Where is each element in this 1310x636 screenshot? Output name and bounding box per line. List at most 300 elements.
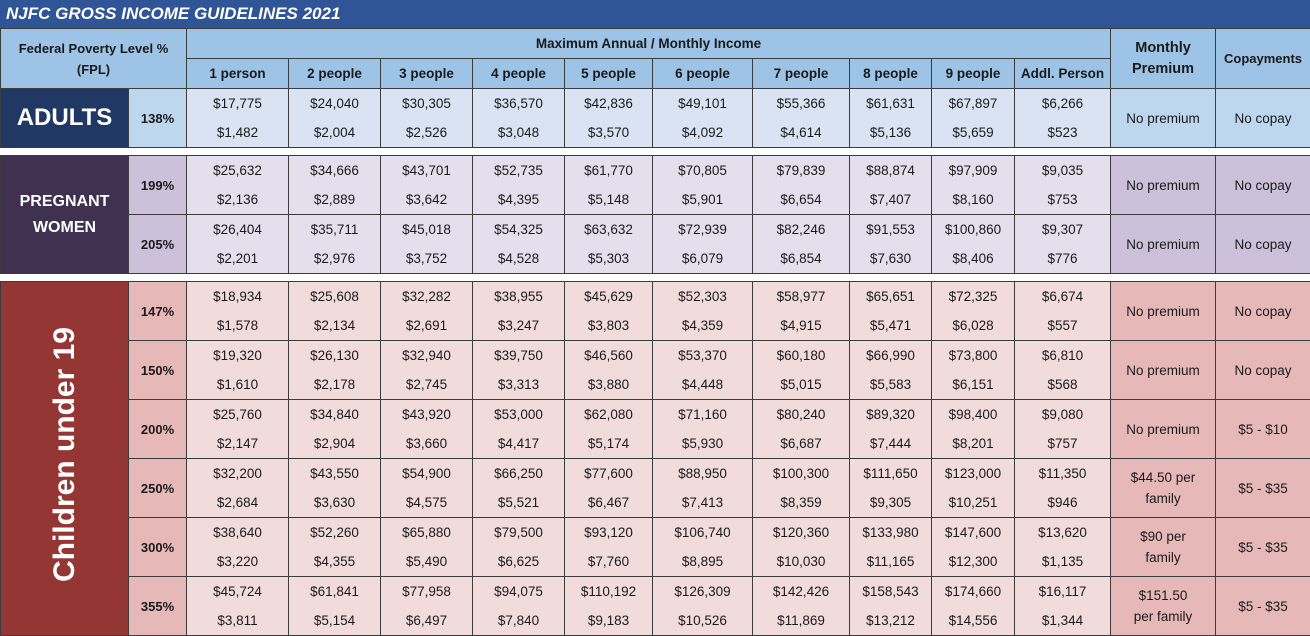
annual-income: $52,303 bbox=[653, 282, 752, 311]
monthly-income: $4,915 bbox=[753, 311, 849, 340]
income-cell bbox=[932, 341, 1015, 400]
annual-income: $72,939 bbox=[653, 215, 752, 244]
monthly-income: $9,183 bbox=[565, 606, 652, 635]
income-cell bbox=[850, 215, 932, 274]
income-cell bbox=[565, 156, 653, 215]
monthly-income: $4,528 bbox=[473, 244, 564, 273]
monthly-income: $946 bbox=[1015, 488, 1110, 517]
monthly-income: $3,630 bbox=[289, 488, 380, 517]
income-cell bbox=[932, 282, 1015, 341]
income-cell bbox=[653, 89, 753, 148]
income-cell bbox=[1015, 341, 1111, 400]
monthly-premium: No premium bbox=[1111, 341, 1216, 400]
annual-income: $123,000 bbox=[932, 459, 1014, 488]
annual-income: $39,750 bbox=[473, 341, 564, 370]
income-row bbox=[1, 341, 1310, 400]
monthly-income: $3,803 bbox=[565, 311, 652, 340]
income-cell bbox=[565, 400, 653, 459]
income-cell bbox=[753, 156, 850, 215]
income-row bbox=[1, 89, 1310, 148]
annual-income: $80,240 bbox=[753, 400, 849, 429]
monthly-income: $2,745 bbox=[381, 370, 472, 399]
income-cell bbox=[381, 282, 473, 341]
monthly-income: $3,642 bbox=[381, 185, 472, 214]
income-cell bbox=[381, 215, 473, 274]
income-cell bbox=[473, 341, 565, 400]
monthly-income: $14,556 bbox=[932, 606, 1014, 635]
annual-income: $73,800 bbox=[932, 341, 1014, 370]
income-cell bbox=[473, 156, 565, 215]
annual-income: $66,990 bbox=[850, 341, 931, 370]
annual-income: $72,325 bbox=[932, 282, 1014, 311]
income-cell bbox=[1015, 89, 1111, 148]
annual-income: $77,958 bbox=[381, 577, 472, 606]
annual-income: $36,570 bbox=[473, 89, 564, 118]
income-cell bbox=[753, 518, 850, 577]
fpl-header: Federal Poverty Level % (FPL) bbox=[1, 29, 187, 89]
monthly-income: $776 bbox=[1015, 244, 1110, 273]
monthly-income: $2,178 bbox=[289, 370, 380, 399]
group-label bbox=[1, 156, 129, 274]
annual-income: $16,117 bbox=[1015, 577, 1110, 606]
monthly-income: $3,570 bbox=[565, 118, 652, 147]
income-cell bbox=[753, 89, 850, 148]
monthly-premium: No premium bbox=[1111, 215, 1216, 274]
monthly-income: $11,869 bbox=[753, 606, 849, 635]
income-cell bbox=[289, 156, 381, 215]
monthly-premium-header: Monthly Premium bbox=[1111, 29, 1216, 89]
copayment: $5 - $35 bbox=[1216, 518, 1310, 577]
monthly-income: $4,395 bbox=[473, 185, 564, 214]
income-row bbox=[1, 518, 1310, 577]
household-size-header: 1 person bbox=[187, 59, 289, 89]
monthly-income: $8,160 bbox=[932, 185, 1014, 214]
group-label-text: PREGNANT WOMEN bbox=[15, 189, 115, 241]
household-size-header: 8 people bbox=[850, 59, 932, 89]
monthly-income: $2,904 bbox=[289, 429, 380, 458]
monthly-income: $2,136 bbox=[187, 185, 288, 214]
annual-income: $158,543 bbox=[850, 577, 931, 606]
income-cell bbox=[565, 341, 653, 400]
income-cell bbox=[850, 518, 932, 577]
monthly-income: $5,148 bbox=[565, 185, 652, 214]
income-cell bbox=[473, 215, 565, 274]
monthly-income: $8,895 bbox=[653, 547, 752, 576]
income-cell bbox=[1015, 400, 1111, 459]
monthly-premium: No premium bbox=[1111, 156, 1216, 215]
income-row bbox=[1, 577, 1310, 636]
monthly-income: $4,575 bbox=[381, 488, 472, 517]
income-cell bbox=[381, 89, 473, 148]
annual-income: $43,550 bbox=[289, 459, 380, 488]
annual-income: $25,632 bbox=[187, 156, 288, 185]
income-row bbox=[1, 282, 1310, 341]
fpl-percent: 200% bbox=[129, 400, 187, 459]
monthly-income: $4,417 bbox=[473, 429, 564, 458]
income-cell bbox=[653, 156, 753, 215]
page-title: NJFC GROSS INCOME GUIDELINES 2021 bbox=[0, 0, 1310, 28]
fpl-percent: 250% bbox=[129, 459, 187, 518]
monthly-income: $3,660 bbox=[381, 429, 472, 458]
group-label bbox=[1, 282, 129, 636]
income-cell bbox=[653, 215, 753, 274]
income-cell bbox=[473, 577, 565, 636]
income-cell bbox=[187, 89, 289, 148]
income-cell bbox=[289, 459, 381, 518]
monthly-income: $3,220 bbox=[187, 547, 288, 576]
income-cell bbox=[653, 577, 753, 636]
income-cell bbox=[473, 282, 565, 341]
monthly-income: $1,344 bbox=[1015, 606, 1110, 635]
copayment: No copay bbox=[1216, 282, 1310, 341]
monthly-income: $6,079 bbox=[653, 244, 752, 273]
monthly-income: $6,467 bbox=[565, 488, 652, 517]
income-cell bbox=[850, 577, 932, 636]
income-cell bbox=[381, 400, 473, 459]
monthly-income: $6,625 bbox=[473, 547, 564, 576]
monthly-income: $2,889 bbox=[289, 185, 380, 214]
monthly-income: $2,976 bbox=[289, 244, 380, 273]
fpl-percent: 150% bbox=[129, 341, 187, 400]
monthly-income: $4,614 bbox=[753, 118, 849, 147]
income-cell bbox=[381, 341, 473, 400]
monthly-income: $8,201 bbox=[932, 429, 1014, 458]
annual-income: $53,370 bbox=[653, 341, 752, 370]
annual-income: $45,629 bbox=[565, 282, 652, 311]
income-cell bbox=[187, 282, 289, 341]
copayment: No copay bbox=[1216, 341, 1310, 400]
annual-income: $55,366 bbox=[753, 89, 849, 118]
annual-income: $79,839 bbox=[753, 156, 849, 185]
annual-income: $70,805 bbox=[653, 156, 752, 185]
income-cell bbox=[1015, 156, 1111, 215]
annual-income: $60,180 bbox=[753, 341, 849, 370]
annual-income: $58,977 bbox=[753, 282, 849, 311]
annual-income: $9,035 bbox=[1015, 156, 1110, 185]
annual-income: $49,101 bbox=[653, 89, 752, 118]
annual-income: $79,500 bbox=[473, 518, 564, 547]
income-cell bbox=[187, 518, 289, 577]
monthly-income: $9,305 bbox=[850, 488, 931, 517]
annual-income: $46,560 bbox=[565, 341, 652, 370]
copayment: $5 - $35 bbox=[1216, 459, 1310, 518]
household-size-header: 7 people bbox=[753, 59, 850, 89]
income-cell bbox=[753, 400, 850, 459]
income-cell bbox=[289, 400, 381, 459]
income-cell bbox=[653, 400, 753, 459]
annual-income: $53,000 bbox=[473, 400, 564, 429]
income-cell bbox=[473, 459, 565, 518]
monthly-premium: No premium bbox=[1111, 89, 1216, 148]
annual-income: $120,360 bbox=[753, 518, 849, 547]
monthly-income: $6,654 bbox=[753, 185, 849, 214]
household-size-header: 3 people bbox=[381, 59, 473, 89]
annual-income: $35,711 bbox=[289, 215, 380, 244]
monthly-income: $10,030 bbox=[753, 547, 849, 576]
annual-income: $61,841 bbox=[289, 577, 380, 606]
monthly-income: $8,359 bbox=[753, 488, 849, 517]
income-guidelines-table bbox=[0, 28, 1310, 636]
income-cell bbox=[565, 215, 653, 274]
annual-income: $174,660 bbox=[932, 577, 1014, 606]
max-income-header: Maximum Annual / Monthly Income bbox=[187, 29, 1111, 59]
monthly-income: $3,048 bbox=[473, 118, 564, 147]
monthly-income: $1,482 bbox=[187, 118, 288, 147]
annual-income: $110,192 bbox=[565, 577, 652, 606]
monthly-income: $6,151 bbox=[932, 370, 1014, 399]
monthly-income: $4,092 bbox=[653, 118, 752, 147]
annual-income: $98,400 bbox=[932, 400, 1014, 429]
annual-income: $32,940 bbox=[381, 341, 472, 370]
group-label bbox=[1, 89, 129, 148]
income-cell bbox=[473, 89, 565, 148]
monthly-income: $2,004 bbox=[289, 118, 380, 147]
income-cell bbox=[850, 459, 932, 518]
income-cell bbox=[289, 282, 381, 341]
income-cell bbox=[289, 518, 381, 577]
income-cell bbox=[850, 282, 932, 341]
household-size-header: Addl. Person bbox=[1015, 59, 1111, 89]
income-cell bbox=[381, 577, 473, 636]
annual-income: $142,426 bbox=[753, 577, 849, 606]
monthly-income: $7,413 bbox=[653, 488, 752, 517]
income-cell bbox=[932, 156, 1015, 215]
monthly-premium: $90 per family bbox=[1111, 518, 1216, 577]
income-cell bbox=[932, 215, 1015, 274]
annual-income: $77,600 bbox=[565, 459, 652, 488]
annual-income: $9,307 bbox=[1015, 215, 1110, 244]
fpl-percent: 138% bbox=[129, 89, 187, 148]
household-size-header: 4 people bbox=[473, 59, 565, 89]
monthly-income: $4,448 bbox=[653, 370, 752, 399]
income-cell bbox=[850, 341, 932, 400]
annual-income: $30,305 bbox=[381, 89, 472, 118]
income-cell bbox=[187, 459, 289, 518]
income-cell bbox=[187, 577, 289, 636]
income-cell bbox=[289, 89, 381, 148]
annual-income: $93,120 bbox=[565, 518, 652, 547]
household-size-header: 2 people bbox=[289, 59, 381, 89]
monthly-income: $5,521 bbox=[473, 488, 564, 517]
annual-income: $65,880 bbox=[381, 518, 472, 547]
annual-income: $61,770 bbox=[565, 156, 652, 185]
annual-income: $18,934 bbox=[187, 282, 288, 311]
income-row bbox=[1, 400, 1310, 459]
monthly-income: $6,854 bbox=[753, 244, 849, 273]
income-cell bbox=[653, 518, 753, 577]
annual-income: $94,075 bbox=[473, 577, 564, 606]
copayment: No copay bbox=[1216, 89, 1310, 148]
copayment: No copay bbox=[1216, 215, 1310, 274]
monthly-income: $3,880 bbox=[565, 370, 652, 399]
monthly-income: $1,610 bbox=[187, 370, 288, 399]
monthly-premium: No premium bbox=[1111, 282, 1216, 341]
monthly-income: $753 bbox=[1015, 185, 1110, 214]
monthly-income: $6,028 bbox=[932, 311, 1014, 340]
income-row bbox=[1, 459, 1310, 518]
annual-income: $111,650 bbox=[850, 459, 931, 488]
monthly-income: $5,303 bbox=[565, 244, 652, 273]
annual-income: $6,266 bbox=[1015, 89, 1110, 118]
monthly-income: $757 bbox=[1015, 429, 1110, 458]
fpl-percent: 355% bbox=[129, 577, 187, 636]
monthly-income: $6,497 bbox=[381, 606, 472, 635]
income-cell bbox=[850, 89, 932, 148]
income-cell bbox=[1015, 215, 1111, 274]
income-cell bbox=[1015, 518, 1111, 577]
monthly-income: $7,760 bbox=[565, 547, 652, 576]
monthly-premium: $151.50 per family bbox=[1111, 577, 1216, 636]
monthly-income: $2,147 bbox=[187, 429, 288, 458]
monthly-income: $8,406 bbox=[932, 244, 1014, 273]
annual-income: $6,810 bbox=[1015, 341, 1110, 370]
income-cell bbox=[187, 400, 289, 459]
annual-income: $82,246 bbox=[753, 215, 849, 244]
income-cell bbox=[753, 459, 850, 518]
annual-income: $65,651 bbox=[850, 282, 931, 311]
annual-income: $19,320 bbox=[187, 341, 288, 370]
household-size-header: 6 people bbox=[653, 59, 753, 89]
monthly-income: $12,300 bbox=[932, 547, 1014, 576]
household-size-header: 5 people bbox=[565, 59, 653, 89]
income-cell bbox=[753, 215, 850, 274]
monthly-income: $3,752 bbox=[381, 244, 472, 273]
annual-income: $6,674 bbox=[1015, 282, 1110, 311]
income-cell bbox=[289, 215, 381, 274]
income-cell bbox=[565, 459, 653, 518]
group-label-text: Children under 19 bbox=[48, 327, 82, 582]
annual-income: $100,300 bbox=[753, 459, 849, 488]
monthly-income: $10,526 bbox=[653, 606, 752, 635]
income-cell bbox=[653, 459, 753, 518]
monthly-income: $2,684 bbox=[187, 488, 288, 517]
annual-income: $91,553 bbox=[850, 215, 931, 244]
income-cell bbox=[753, 577, 850, 636]
annual-income: $126,309 bbox=[653, 577, 752, 606]
monthly-income: $2,691 bbox=[381, 311, 472, 340]
income-cell bbox=[653, 282, 753, 341]
annual-income: $97,909 bbox=[932, 156, 1014, 185]
income-cell bbox=[289, 341, 381, 400]
income-cell bbox=[1015, 577, 1111, 636]
copayments-header: Copayments bbox=[1216, 29, 1310, 89]
income-cell bbox=[473, 518, 565, 577]
monthly-premium: No premium bbox=[1111, 400, 1216, 459]
annual-income: $106,740 bbox=[653, 518, 752, 547]
monthly-income: $7,407 bbox=[850, 185, 931, 214]
monthly-income: $523 bbox=[1015, 118, 1110, 147]
annual-income: $67,897 bbox=[932, 89, 1014, 118]
fpl-percent: 300% bbox=[129, 518, 187, 577]
annual-income: $88,950 bbox=[653, 459, 752, 488]
income-cell bbox=[565, 577, 653, 636]
monthly-income: $557 bbox=[1015, 311, 1110, 340]
income-cell bbox=[187, 215, 289, 274]
annual-income: $89,320 bbox=[850, 400, 931, 429]
annual-income: $45,018 bbox=[381, 215, 472, 244]
monthly-income: $6,687 bbox=[753, 429, 849, 458]
income-cell bbox=[381, 156, 473, 215]
income-cell bbox=[473, 400, 565, 459]
monthly-income: $2,526 bbox=[381, 118, 472, 147]
income-cell bbox=[932, 518, 1015, 577]
annual-income: $9,080 bbox=[1015, 400, 1110, 429]
annual-income: $54,325 bbox=[473, 215, 564, 244]
monthly-income: $4,359 bbox=[653, 311, 752, 340]
annual-income: $45,724 bbox=[187, 577, 288, 606]
annual-income: $43,920 bbox=[381, 400, 472, 429]
annual-income: $100,860 bbox=[932, 215, 1014, 244]
annual-income: $61,631 bbox=[850, 89, 931, 118]
annual-income: $17,775 bbox=[187, 89, 288, 118]
monthly-income: $7,444 bbox=[850, 429, 931, 458]
income-cell bbox=[187, 341, 289, 400]
annual-income: $52,735 bbox=[473, 156, 564, 185]
annual-income: $71,160 bbox=[653, 400, 752, 429]
income-cell bbox=[932, 577, 1015, 636]
monthly-income: $2,134 bbox=[289, 311, 380, 340]
income-cell bbox=[381, 518, 473, 577]
monthly-income: $568 bbox=[1015, 370, 1110, 399]
income-cell bbox=[565, 518, 653, 577]
income-cell bbox=[381, 459, 473, 518]
monthly-income: $10,251 bbox=[932, 488, 1014, 517]
income-cell bbox=[753, 341, 850, 400]
annual-income: $24,040 bbox=[289, 89, 380, 118]
group-label-text: ADULTS bbox=[17, 104, 113, 131]
group-spacer bbox=[1, 148, 1310, 156]
income-cell bbox=[565, 282, 653, 341]
annual-income: $54,900 bbox=[381, 459, 472, 488]
annual-income: $32,200 bbox=[187, 459, 288, 488]
income-cell bbox=[932, 89, 1015, 148]
monthly-income: $13,212 bbox=[850, 606, 931, 635]
monthly-income: $5,583 bbox=[850, 370, 931, 399]
income-row bbox=[1, 156, 1310, 215]
copayment: $5 - $35 bbox=[1216, 577, 1310, 636]
annual-income: $25,608 bbox=[289, 282, 380, 311]
monthly-income: $5,174 bbox=[565, 429, 652, 458]
monthly-income: $5,490 bbox=[381, 547, 472, 576]
annual-income: $133,980 bbox=[850, 518, 931, 547]
income-cell bbox=[932, 459, 1015, 518]
income-cell bbox=[753, 282, 850, 341]
monthly-income: $11,165 bbox=[850, 547, 931, 576]
annual-income: $42,836 bbox=[565, 89, 652, 118]
monthly-income: $5,901 bbox=[653, 185, 752, 214]
monthly-income: $5,471 bbox=[850, 311, 931, 340]
income-cell bbox=[187, 156, 289, 215]
copayment: $5 - $10 bbox=[1216, 400, 1310, 459]
monthly-income: $3,811 bbox=[187, 606, 288, 635]
monthly-premium: $44.50 per family bbox=[1111, 459, 1216, 518]
annual-income: $34,840 bbox=[289, 400, 380, 429]
annual-income: $66,250 bbox=[473, 459, 564, 488]
annual-income: $25,760 bbox=[187, 400, 288, 429]
monthly-income: $1,135 bbox=[1015, 547, 1110, 576]
annual-income: $26,130 bbox=[289, 341, 380, 370]
annual-income: $34,666 bbox=[289, 156, 380, 185]
monthly-income: $1,578 bbox=[187, 311, 288, 340]
monthly-income: $3,313 bbox=[473, 370, 564, 399]
annual-income: $26,404 bbox=[187, 215, 288, 244]
household-size-header: 9 people bbox=[932, 59, 1015, 89]
annual-income: $52,260 bbox=[289, 518, 380, 547]
income-row bbox=[1, 215, 1310, 274]
monthly-income: $3,247 bbox=[473, 311, 564, 340]
copayment: No copay bbox=[1216, 156, 1310, 215]
fpl-percent: 205% bbox=[129, 215, 187, 274]
